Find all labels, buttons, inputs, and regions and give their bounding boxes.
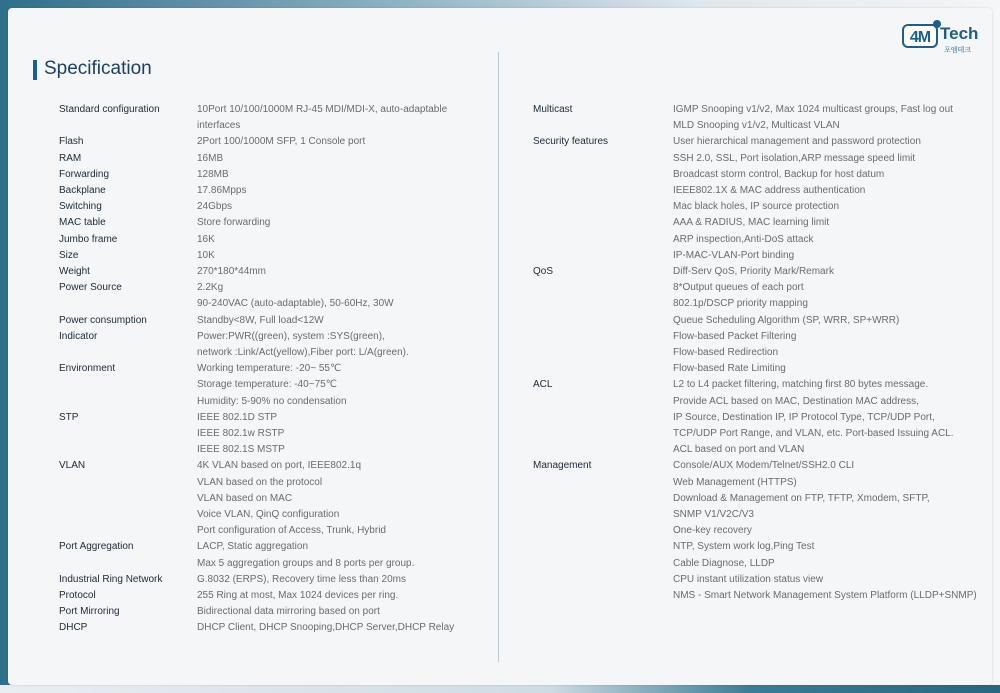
spec-value: IEEE 802.1w RSTP bbox=[197, 428, 285, 439]
spec-value: IEEE 802.1S MSTP bbox=[197, 444, 285, 456]
spec-label: Management bbox=[533, 460, 592, 472]
spec-label: Protocol bbox=[59, 590, 96, 601]
spec-value: Flow-based Redirection bbox=[673, 347, 779, 358]
spec-value: Broadcast storm control, Backup for host datum bbox=[673, 168, 885, 180]
spec-value: VLAN based on the protocol bbox=[197, 476, 323, 488]
spec-value: IP-MAC-VLAN-Port binding bbox=[673, 249, 795, 261]
logo-text: Tech bbox=[940, 24, 979, 43]
spec-label: Port Aggregation bbox=[59, 541, 134, 553]
spec-value: TCP/UDP Port Range, and VLAN, etc. Port-based Issuing ACL. bbox=[673, 428, 954, 439]
spec-value: Diff-Serv QoS, Priority Mark/Remark bbox=[673, 266, 834, 277]
spec-value: LACP, Static aggregation bbox=[197, 541, 309, 553]
spec-value: network :Link/Act(yellow),Fiber port: L/A(green). bbox=[197, 347, 409, 358]
spec-label: Power consumption bbox=[59, 314, 147, 326]
spec-value: Provide ACL based on MAC, Destination MAC address, bbox=[673, 395, 919, 407]
spec-value: Queue Scheduling Algorithm (SP, WRR, SP+WRR) bbox=[673, 314, 900, 326]
spec-value: 24Gbps bbox=[197, 201, 233, 213]
spec-value: 10K bbox=[197, 249, 215, 261]
spec-label: Port Mirroring bbox=[59, 606, 120, 618]
spec-value: Flow-based Packet Filtering bbox=[673, 330, 797, 342]
spec-value: 4K VLAN based on port, IEEE802.1q bbox=[197, 460, 361, 472]
spec-value: 10Port 10/100/1000M RJ-45 MDI/MDI-X, auto-adaptable bbox=[197, 104, 448, 115]
spec-label: Switching bbox=[59, 201, 102, 213]
logo-badge: 4M bbox=[902, 24, 938, 48]
spec-value: Working temperature: -20~ 55℃ bbox=[197, 363, 342, 375]
spec-value: DHCP Client, DHCP Snooping,DHCP Server,DHCP Relay bbox=[197, 622, 455, 634]
spec-label: Multicast bbox=[533, 104, 573, 115]
spec-label: QoS bbox=[533, 266, 554, 277]
logo-subtext: 포엠테크 bbox=[944, 47, 972, 54]
spec-value: L2 to L4 packet filtering, matching first 80 bytes message. bbox=[673, 379, 929, 391]
spec-value: Standby<8W, Full load<12W bbox=[197, 314, 324, 326]
spec-label: ACL bbox=[533, 379, 553, 391]
spec-label: Forwarding bbox=[59, 168, 110, 180]
spec-value: 128MB bbox=[197, 168, 229, 180]
spec-value: NMS - Smart Network Management System Platform (LLDP+SNMP) bbox=[673, 590, 977, 601]
spec-value: CPU instant utilization status view bbox=[673, 573, 824, 585]
spec-value: 8*Output queues of each port bbox=[673, 282, 804, 294]
spec-value: G.8032 (ERPS), Recovery time less than 20ms bbox=[197, 573, 406, 585]
spec-value: Console/AUX Modem/Telnet/SSH2.0 CLI bbox=[673, 460, 855, 472]
spec-value: interfaces bbox=[197, 120, 241, 132]
spec-label: MAC table bbox=[59, 217, 106, 229]
title-accent-bar bbox=[33, 60, 37, 80]
spec-label: Jumbo frame bbox=[59, 233, 118, 245]
spec-label: DHCP bbox=[59, 622, 88, 634]
column-divider bbox=[498, 52, 499, 662]
spec-value: AAA & RADIUS, MAC learning limit bbox=[673, 217, 830, 229]
spec-label: Flash bbox=[59, 136, 84, 148]
spec-value: One-key recovery bbox=[673, 525, 752, 537]
spec-value: IGMP Snooping v1/v2, Max 1024 multicast groups, Fast log out bbox=[673, 104, 953, 115]
spec-value: VLAN based on MAC bbox=[197, 492, 293, 504]
spec-value: Flow-based Rate Limiting bbox=[673, 363, 786, 375]
spec-value: 16K bbox=[197, 233, 215, 245]
spec-value: Web Management (HTTPS) bbox=[673, 476, 797, 488]
spec-label: Size bbox=[59, 249, 79, 261]
spec-label: Security features bbox=[533, 136, 609, 148]
spec-value: Port configuration of Access, Trunk, Hybrid bbox=[197, 525, 386, 537]
spec-value: Power:PWR((green), system :SYS(green), bbox=[197, 330, 385, 342]
spec-value: Download & Management on FTP, TFTP, Xmodem, SFTP, bbox=[673, 492, 930, 504]
spec-value: Voice VLAN, QinQ configuration bbox=[197, 509, 340, 520]
spec-value: SNMP V1/V2C/V3 bbox=[673, 509, 754, 520]
spec-label: Power Source bbox=[59, 282, 122, 294]
spec-label: RAM bbox=[59, 152, 82, 164]
spec-value: MLD Snooping v1/v2, Multicast VLAN bbox=[673, 120, 840, 132]
spec-value: 2.2Kg bbox=[197, 282, 224, 294]
spec-value: User hierarchical management and password protection bbox=[673, 136, 921, 148]
spec-label: Backplane bbox=[59, 185, 106, 196]
spec-value: 2Port 100/1000M SFP, 1 Console port bbox=[197, 136, 366, 148]
spec-value: ACL based on port and VLAN bbox=[673, 444, 805, 456]
spec-value: 270*180*44mm bbox=[197, 266, 266, 277]
spec-label: Environment bbox=[59, 363, 116, 375]
spec-value: IEEE802.1X & MAC address authentication bbox=[673, 185, 866, 196]
spec-value: Store forwarding bbox=[197, 217, 271, 229]
spec-value: 17.86Mpps bbox=[197, 185, 247, 196]
spec-label: Indicator bbox=[59, 330, 98, 342]
spec-value: Storage temperature: -40~75℃ bbox=[197, 379, 337, 391]
page-title: Specification bbox=[44, 58, 152, 79]
spec-value: NTP, System work log,Ping Test bbox=[673, 541, 815, 553]
spec-value: Bidirectional data mirroring based on port bbox=[197, 606, 380, 618]
spec-label: Weight bbox=[59, 266, 90, 277]
spec-value: ARP inspection,Anti-DoS attack bbox=[673, 233, 814, 245]
spec-value: IP Source, Destination IP, IP Protocol Type, TCP/UDP Port, bbox=[673, 411, 935, 423]
spec-value: Humidity: 5-90% no condensation bbox=[197, 395, 347, 407]
spec-label: STP bbox=[59, 411, 79, 423]
spec-label: Industrial Ring Network bbox=[59, 573, 163, 585]
page-frame-bottom bbox=[0, 685, 1000, 693]
spec-value: Cable Diagnose, LLDP bbox=[673, 557, 775, 569]
spec-value: 802.1p/DSCP priority mapping bbox=[673, 298, 808, 310]
spec-value: Mac black holes, IP source protection bbox=[673, 201, 840, 213]
spec-value: 255 Ring at most, Max 1024 devices per ring. bbox=[197, 590, 399, 601]
spec-value: 90-240VAC (auto-adaptable), 50-60Hz, 30W bbox=[197, 298, 394, 310]
spec-label: Standard configuration bbox=[59, 104, 160, 115]
brand-logo bbox=[902, 20, 982, 54]
spec-value: SSH 2.0, SSL, Port isolation,ARP message speed limit bbox=[673, 152, 916, 164]
spec-value: 16MB bbox=[197, 152, 224, 164]
spec-value: IEEE 802.1D STP bbox=[197, 411, 278, 423]
spec-value: Max 5 aggregation groups and 8 ports per group. bbox=[197, 557, 415, 569]
spec-label: VLAN bbox=[59, 460, 86, 472]
